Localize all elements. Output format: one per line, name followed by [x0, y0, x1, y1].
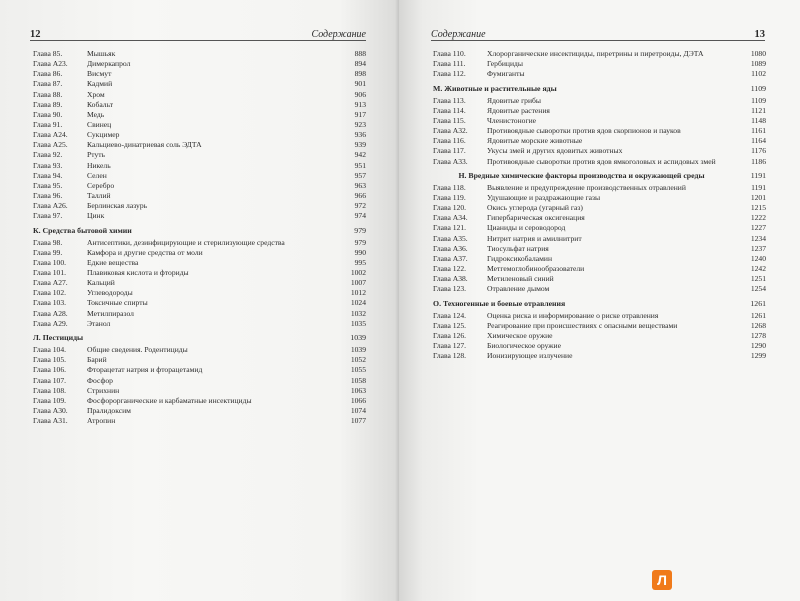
chapter-label: Глава А34. — [433, 213, 468, 223]
chapter-page: 906 — [354, 89, 366, 99]
section-title: О. Техногенные и боевые отравления — [433, 298, 566, 308]
chapter-page: 957 — [354, 170, 366, 180]
chapter-title: Медь — [87, 109, 105, 119]
running-title: Содержание — [431, 29, 486, 40]
chapter-label: Глава 127. — [433, 341, 467, 351]
toc-entry — [33, 50, 366, 58]
chapter-label: Глава 108. — [33, 385, 67, 395]
chapter-label: Глава 106. — [33, 365, 67, 375]
chapter-label: Глава А37. — [433, 253, 468, 263]
chapter-label: Глава А27. — [33, 278, 68, 288]
toc-entry — [33, 320, 366, 328]
chapter-title: Токсичные спирты — [87, 298, 148, 308]
section-page: 1191 — [750, 171, 766, 181]
chapter-title: Гидроксикобаламин — [487, 253, 553, 263]
section-title: Л. Пестициды — [33, 333, 84, 343]
toc-right — [433, 50, 766, 362]
chapter-label: Глава 118. — [433, 182, 466, 192]
toc-entry — [433, 204, 766, 212]
chapter-title: Окись углерода (угарный газ) — [487, 203, 583, 213]
toc-entry — [33, 162, 366, 170]
chapter-title: Биологическое оружие — [487, 341, 561, 351]
chapter-title: Выявление и предупреждение производственных отравлений — [487, 182, 686, 192]
chapter-title: Кобальт — [87, 99, 114, 109]
toc-entry — [33, 101, 366, 109]
left-page — [0, 0, 399, 601]
chapter-page: 901 — [354, 79, 366, 89]
chapter-page: 1164 — [751, 136, 766, 146]
chapter-title: Фосфорорганические и карбаматные инсектициды — [87, 395, 252, 405]
toc-entry — [433, 70, 766, 78]
chapter-title: Ядовитые грибы — [487, 95, 542, 105]
chapter-title: Ионизирующее излучение — [487, 351, 573, 361]
toc-entry — [33, 91, 366, 99]
chapter-title: Селен — [87, 170, 107, 180]
chapter-title: Димеркапрол — [87, 59, 131, 69]
chapter-page: 1227 — [750, 223, 766, 233]
toc-entry — [433, 265, 766, 273]
chapter-title: Химическое оружие — [487, 330, 553, 340]
chapter-page: 1299 — [750, 351, 766, 361]
chapter-title: Метиленовый синий — [487, 274, 554, 284]
chapter-page: 1007 — [350, 278, 366, 288]
chapter-page: 1261 — [750, 310, 766, 320]
chapter-label: Глава 92. — [33, 150, 63, 160]
toc-entry — [433, 60, 766, 68]
toc-entry — [433, 117, 766, 125]
chapter-page: 894 — [354, 59, 366, 69]
toc-entry — [33, 407, 366, 415]
toc-entry — [433, 50, 766, 58]
toc-section-heading — [433, 85, 766, 93]
chapter-title: Пралидоксим — [87, 406, 131, 415]
chapter-title: Членистоногие — [487, 115, 537, 125]
chapter-page: 1278 — [750, 330, 766, 340]
chapter-title: Фумиганты — [487, 69, 525, 79]
toc-entry — [33, 377, 366, 385]
chapter-page: 972 — [354, 201, 366, 211]
chapter-title: Укусы змей и других ядовитых животных — [487, 146, 623, 156]
section-page: 1039 — [350, 333, 366, 343]
chapter-title: Стрихнин — [87, 385, 120, 395]
toc-entry — [433, 235, 766, 243]
chapter-title: Хром — [87, 89, 105, 99]
chapter-page: 1055 — [350, 365, 366, 375]
chapter-title: Таллий — [87, 190, 111, 200]
section-page: 1109 — [750, 83, 766, 93]
chapter-label: Глава 96. — [33, 190, 63, 200]
left-page-header — [30, 22, 366, 41]
chapter-label: Глава 90. — [33, 109, 63, 119]
chapter-page: 1290 — [750, 341, 766, 351]
chapter-label: Глава 104. — [33, 345, 67, 355]
chapter-title: Оценка риска и информирование о риске отравления — [487, 310, 659, 320]
toc-entry — [433, 107, 766, 115]
chapter-title: Углеводороды — [87, 288, 133, 298]
chapter-page: 1024 — [350, 298, 366, 308]
toc-entry — [33, 172, 366, 180]
toc-entry — [33, 131, 366, 139]
toc-entry — [33, 417, 366, 425]
chapter-label: Глава 99. — [33, 247, 63, 257]
chapter-page: 1234 — [750, 233, 766, 243]
chapter-label: Глава 113. — [433, 95, 466, 105]
toc-entry — [33, 192, 366, 200]
chapter-page: 1109 — [751, 95, 766, 105]
chapter-page: 1186 — [751, 156, 766, 166]
toc-entry — [33, 259, 366, 267]
chapter-label: Глава 112. — [433, 69, 466, 79]
chapter-title: Сукцимер — [87, 130, 120, 140]
chapter-label: Глава А25. — [33, 140, 68, 150]
chapter-page: 1052 — [350, 355, 366, 365]
chapter-page: 1077 — [350, 416, 366, 426]
chapter-title: Тиосульфат натрия — [487, 243, 549, 253]
chapter-title: Серебро — [87, 180, 115, 190]
toc-entry — [433, 312, 766, 320]
chapter-page: 979 — [354, 237, 366, 247]
chapter-page: 951 — [354, 160, 366, 170]
toc-entry — [433, 352, 766, 360]
chapter-label: Глава А23. — [33, 59, 68, 69]
chapter-page: 923 — [354, 119, 366, 129]
chapter-title: Кадмий — [87, 79, 113, 89]
toc-entry — [33, 151, 366, 159]
chapter-label: Глава 110. — [433, 49, 466, 58]
chapter-page: 1237 — [750, 243, 766, 253]
chapter-page: 917 — [354, 109, 366, 119]
chapter-title: Противоядные сыворотки против ядов скорпионов и пауков — [487, 126, 681, 136]
chapter-label: Глава 105. — [33, 355, 67, 365]
chapter-page: 1080 — [750, 49, 766, 58]
chapter-label: Глава 124. — [433, 310, 467, 320]
toc-entry — [433, 158, 766, 166]
chapter-title: Плавиковая кислота и фториды — [87, 268, 189, 278]
toc-entry — [433, 275, 766, 283]
chapter-label: Глава 100. — [33, 257, 67, 267]
toc-entry — [33, 70, 366, 78]
chapter-title: Гипербарическая оксигенация — [487, 213, 585, 223]
chapter-title: Ртуть — [87, 150, 106, 160]
toc-entry — [433, 342, 766, 350]
chapter-page: 995 — [354, 257, 366, 267]
toc-entry — [33, 202, 366, 210]
toc-entry — [433, 332, 766, 340]
chapter-title: Отравление дымом — [487, 284, 550, 294]
toc-entry — [33, 310, 366, 318]
chapter-label: Глава А24. — [33, 130, 68, 140]
toc-section-heading — [433, 300, 766, 308]
running-title: Содержание — [311, 29, 366, 40]
chapter-page: 1089 — [750, 59, 766, 69]
chapter-title: Ядовитые морские животные — [487, 136, 583, 146]
chapter-page: 888 — [354, 49, 366, 58]
toc-entry — [433, 137, 766, 145]
toc-entry — [433, 224, 766, 232]
toc-entry — [33, 279, 366, 287]
toc-entry — [33, 397, 366, 405]
chapter-title: Метгемоглобинообразователи — [487, 264, 585, 274]
chapter-title: Кальций — [87, 278, 115, 288]
chapter-page: 1176 — [751, 146, 766, 156]
chapter-label: Глава 103. — [33, 298, 67, 308]
chapter-page: 1254 — [750, 284, 766, 294]
chapter-label: Глава 95. — [33, 180, 63, 190]
chapter-title: Ядовитые растения — [487, 105, 550, 115]
chapter-title: Антисептики, дезинфицирующие и стерилизующие средства — [87, 237, 285, 247]
chapter-page: 936 — [354, 130, 366, 140]
chapter-title: Гербициды — [487, 59, 523, 69]
chapter-page: 1251 — [750, 274, 766, 284]
toc-entry — [33, 346, 366, 354]
right-page — [399, 0, 800, 601]
chapter-page: 1242 — [750, 264, 766, 274]
publisher-logo-icon: Л — [652, 570, 672, 590]
toc-entry — [433, 194, 766, 202]
chapter-page: 1222 — [750, 213, 766, 223]
chapter-label: Глава 126. — [433, 330, 467, 340]
chapter-page: 974 — [354, 211, 366, 221]
chapter-label: Глава 86. — [33, 69, 63, 79]
chapter-label: Глава 115. — [433, 115, 466, 125]
chapter-label: Глава 121. — [433, 223, 467, 233]
chapter-page: 1074 — [350, 406, 366, 415]
page-number: 13 — [754, 29, 765, 40]
chapter-title: Метилпиразол — [87, 308, 134, 318]
chapter-title: Висмут — [87, 69, 112, 79]
page-number: 12 — [30, 29, 41, 40]
chapter-title: Кальциево-динатриевая соль ЭДТА — [87, 140, 202, 150]
chapter-label: Глава 114. — [433, 105, 466, 115]
chapter-page: 1191 — [751, 182, 766, 192]
chapter-page: 1032 — [350, 308, 366, 318]
chapter-label: Глава 125. — [433, 320, 467, 330]
toc-entry — [433, 245, 766, 253]
section-page: 1261 — [750, 298, 766, 308]
chapter-label: Глава А36. — [433, 243, 468, 253]
chapter-page: 1039 — [350, 345, 366, 355]
chapter-page: 963 — [354, 180, 366, 190]
right-page-header — [431, 22, 765, 41]
section-title: М. Животные и растительные яды — [433, 83, 557, 93]
chapter-title: Общие сведения. Родентициды — [87, 345, 188, 355]
chapter-page: 942 — [354, 150, 366, 160]
chapter-label: Глава 102. — [33, 288, 67, 298]
chapter-title: Никель — [87, 160, 111, 170]
chapter-label: Глава 120. — [433, 203, 467, 213]
chapter-page: 1012 — [350, 288, 366, 298]
toc-entry — [433, 147, 766, 155]
toc-entry — [433, 127, 766, 135]
toc-entry — [433, 255, 766, 263]
chapter-label: Глава А32. — [433, 126, 468, 136]
chapter-title: Цинк — [87, 211, 105, 221]
chapter-label: Глава А28. — [33, 308, 68, 318]
toc-entry — [433, 214, 766, 222]
chapter-page: 1035 — [350, 318, 366, 328]
toc-entry — [33, 299, 366, 307]
toc-entry — [33, 239, 366, 247]
chapter-title: Хлорорганические инсектициды, пиретрины и пиретроиды, ДЭТА — [487, 49, 704, 58]
section-page: 979 — [354, 225, 366, 235]
toc-entry — [33, 182, 366, 190]
chapter-label: Глава 119. — [433, 193, 466, 203]
chapter-page: 1121 — [751, 105, 766, 115]
chapter-label: Глава 89. — [33, 99, 63, 109]
chapter-label: Глава А31. — [33, 416, 68, 426]
toc-entry — [33, 111, 366, 119]
toc-entry — [433, 97, 766, 105]
chapter-label: Глава 122. — [433, 264, 467, 274]
chapter-page: 1102 — [751, 69, 766, 79]
chapter-title: Этанол — [87, 318, 111, 328]
chapter-label: Глава А33. — [433, 156, 468, 166]
chapter-title: Фторацетат натрия и фторацетамид — [87, 365, 203, 375]
toc-entry — [33, 269, 366, 277]
chapter-label: Глава 107. — [33, 375, 67, 385]
chapter-page: 1215 — [750, 203, 766, 213]
toc-entry — [433, 184, 766, 192]
chapter-label: Глава 98. — [33, 237, 63, 247]
chapter-label: Глава 109. — [33, 395, 67, 405]
chapter-label: Глава 123. — [433, 284, 467, 294]
chapter-page: 1201 — [750, 193, 766, 203]
chapter-page: 913 — [354, 99, 366, 109]
toc-entry — [33, 212, 366, 220]
chapter-title: Камфора и другие средства от моли — [87, 247, 203, 257]
chapter-title: Цианиды и сероводород — [487, 223, 566, 233]
chapter-label: Глава А26. — [33, 201, 68, 211]
chapter-page: 1268 — [750, 320, 766, 330]
chapter-label: Глава А30. — [33, 406, 68, 415]
toc-entry — [33, 60, 366, 68]
chapter-title: Мышьяк — [87, 49, 116, 58]
chapter-label: Глава 111. — [433, 59, 466, 69]
toc-entry — [33, 356, 366, 364]
chapter-title: Фосфор — [87, 375, 113, 385]
chapter-page: 898 — [354, 69, 366, 79]
toc-section-heading — [33, 227, 366, 235]
chapter-label: Глава 128. — [433, 351, 467, 361]
chapter-label: Глава 88. — [33, 89, 63, 99]
chapter-title: Едкие вещества — [87, 257, 139, 267]
chapter-title: Реагирование при происшествиях с опасными веществами — [487, 320, 678, 330]
toc-entry — [433, 285, 766, 293]
chapter-label: Глава А38. — [433, 274, 468, 284]
chapter-page: 939 — [354, 140, 366, 150]
chapter-label: Глава 101. — [33, 268, 67, 278]
chapter-title: Удушающие и раздражающие газы — [487, 193, 601, 203]
chapter-page: 990 — [354, 247, 366, 257]
chapter-label: Глава 117. — [433, 146, 466, 156]
chapter-page: 1161 — [751, 126, 766, 136]
chapter-page: 1058 — [350, 375, 366, 385]
chapter-page: 1002 — [350, 268, 366, 278]
chapter-title: Атропин — [87, 416, 116, 426]
chapter-label: Глава 94. — [33, 170, 63, 180]
chapter-page: 1148 — [751, 115, 766, 125]
chapter-label: Глава А35. — [433, 233, 468, 243]
chapter-label: Глава 93. — [33, 160, 63, 170]
chapter-page: 966 — [354, 190, 366, 200]
chapter-label: Глава 85. — [33, 49, 63, 58]
chapter-label: Глава 91. — [33, 119, 63, 129]
toc-entry — [33, 141, 366, 149]
toc-entry — [33, 289, 366, 297]
toc-section-heading — [33, 334, 366, 342]
chapter-title: Нитрит натрия и амилнитрит — [487, 233, 582, 243]
toc-section-heading — [433, 172, 766, 180]
chapter-page: 1066 — [350, 395, 366, 405]
chapter-title: Барий — [87, 355, 107, 365]
chapter-title: Противоядные сыворотки против ядов ямкоголовых и аспидовых змей — [487, 156, 716, 166]
chapter-label: Глава 116. — [433, 136, 466, 146]
toc-entry — [433, 322, 766, 330]
chapter-page: 1063 — [350, 385, 366, 395]
section-title: К. Средства бытовой химии — [33, 225, 132, 235]
toc-left — [33, 50, 366, 427]
chapter-label: Глава 97. — [33, 211, 63, 221]
toc-entry — [33, 387, 366, 395]
chapter-page: 1240 — [750, 253, 766, 263]
chapter-label: Глава А29. — [33, 318, 68, 328]
section-title: Н. Вредные химические факторы производства и окружающей среды — [458, 171, 705, 181]
chapter-title: Свинец — [87, 119, 112, 129]
toc-entry — [33, 249, 366, 257]
toc-entry — [33, 121, 366, 129]
toc-entry — [33, 80, 366, 88]
chapter-label: Глава 87. — [33, 79, 63, 89]
chapter-title: Берлинская лазурь — [87, 201, 148, 211]
toc-entry — [33, 366, 366, 374]
